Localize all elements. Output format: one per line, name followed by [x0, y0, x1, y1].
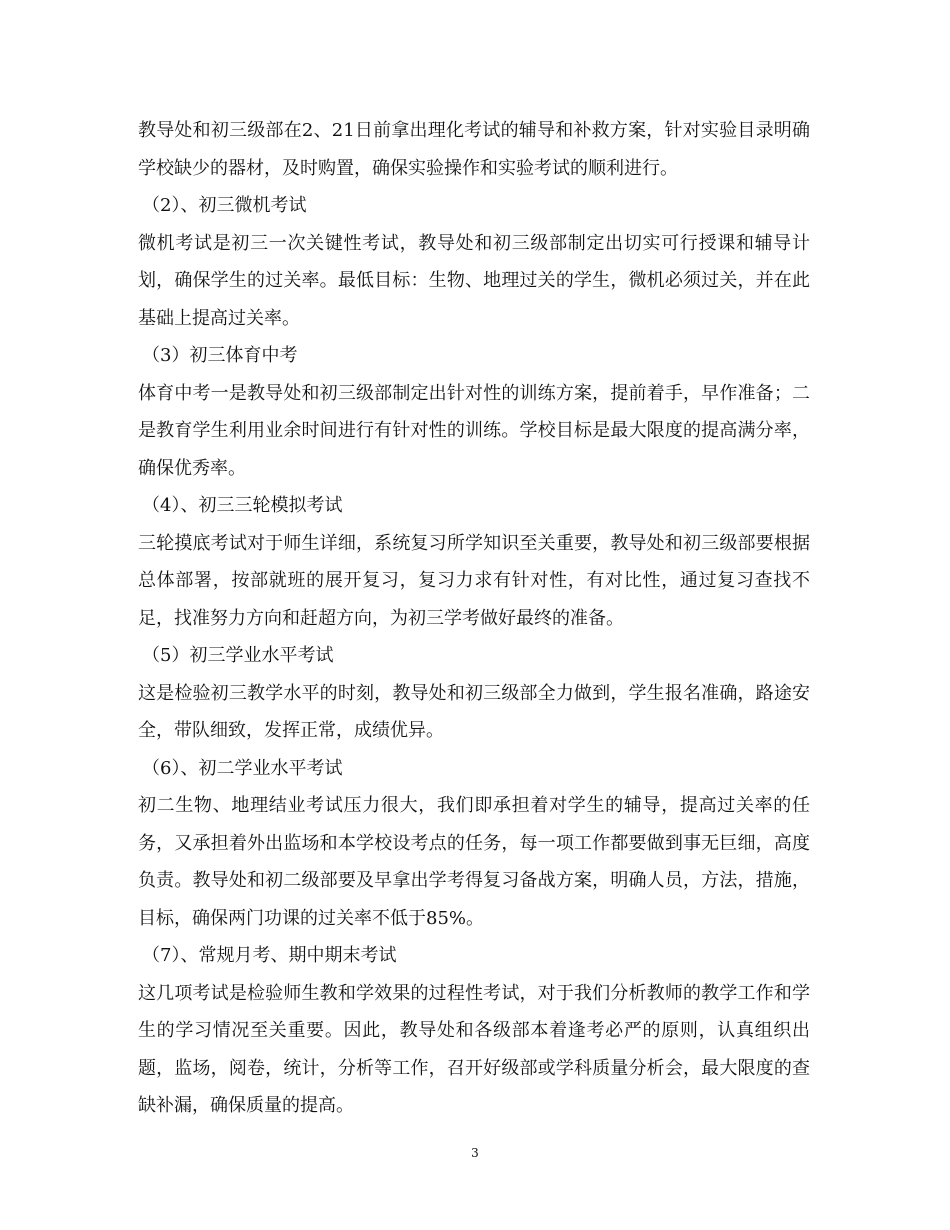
heading-regular-exams: （7）、常规月考、期中期末考试	[142, 945, 397, 966]
paragraph-grade9-proficiency: 这是检验初三教学水平的时刻，教导处和初三级部全力做到，学生报名准确，路途安全，带队细致，发挥正常，成绩优异。	[138, 682, 810, 741]
paragraph-mock-exam: 三轮摸底考试对于师生详细，系统复习所学知识至关重要，教导处和初三级部要根据总体部署，按部就班的展开复习，复习力求有针对性，有对比性，通过复习查找不足，找准努力方向和赶超方向，为初三学考做好最终的准备。	[138, 532, 810, 629]
paragraph-lab-plan: 教导处和初三级部在2、21日前拿出理化考试的辅导和补救方案，针对实验目录明确学校缺少的器材，及时购置，确保实验操作和实验考试的顺利进行。	[138, 120, 810, 179]
page-number: 3	[471, 1146, 479, 1160]
paragraph-regular-exams: 这几项考试是检验师生教和学效果的过程性考试，对于我们分析教师的教学工作和学生的学习情况至关重要。因此，教导处和各级部本着逢考必严的原则，认真组织出题，监场，阅卷，统计，分析等工作，召开好级部或学科质量分析会，最大限度的查缺补漏，确保质量的提高。	[138, 982, 810, 1116]
paragraph-pe-exam: 体育中考一是教导处和初三级部制定出针对性的训练方案，提前着手，早作准备；二是教育学生利用业余时间进行有针对性的训练。学校目标是最大限度的提高满分率，确保优秀率。	[138, 382, 810, 479]
document-body	[138, 112, 810, 1125]
heading-computer-exam: （2）、初三微机考试	[142, 195, 307, 216]
heading-mock-exam: （4）、初三三轮模拟考试	[142, 495, 343, 516]
paragraph-grade8-proficiency: 初二生物、地理结业考试压力很大，我们即承担着对学生的辅导，提高过关率的任务，又承担着外出监场和本学校设考点的任务，每一项工作都要做到事无巨细，高度负责。教导处和初二级部要及早拿出学考得复习备战方案，明确人员，方法，措施，目标，确保两门功课的过关率不低于85%。	[138, 795, 810, 929]
heading-grade8-proficiency: （6）、初二学业水平考试	[142, 757, 343, 779]
paragraph-computer-exam: 微机考试是初三一次关键性考试，教导处和初三级部制定出切实可行授课和辅导计划，确保学生的过关率。最低目标：生物、地理过关的学生，微机必须过关，并在此基础上提高过关率。	[138, 232, 810, 329]
heading-pe-exam: （3）初三体育中考	[142, 345, 298, 366]
heading-grade9-proficiency: （5）初三学业水平考试	[142, 645, 334, 666]
